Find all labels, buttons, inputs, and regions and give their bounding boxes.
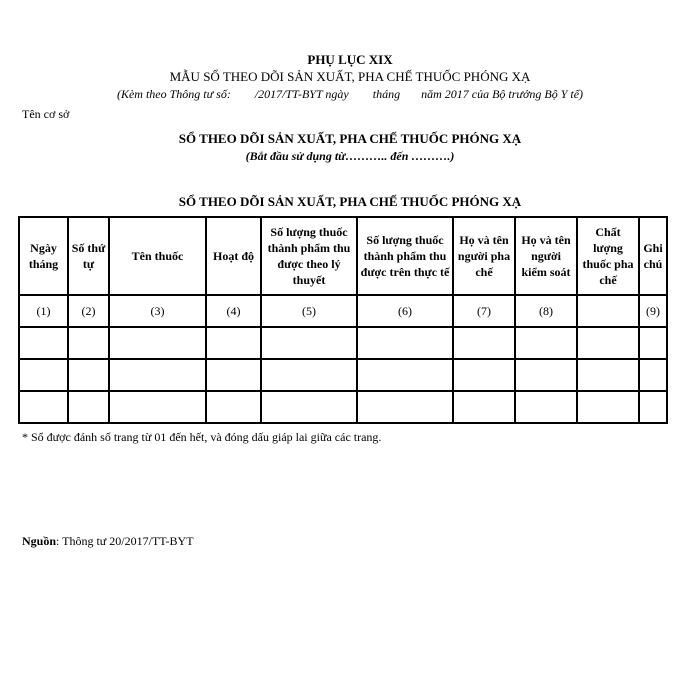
- column-number: (6): [357, 295, 453, 327]
- table-cell: [19, 359, 68, 391]
- table-header-row: [19, 217, 667, 295]
- table-cell: [19, 391, 68, 423]
- table-cell: [68, 327, 109, 359]
- table-cell: [515, 391, 577, 423]
- column-number: (1): [19, 295, 68, 327]
- column-header: Ngày tháng: [19, 217, 68, 295]
- column-header: Tên thuốc: [109, 217, 206, 295]
- table-cell: [453, 327, 515, 359]
- table-cell: [68, 391, 109, 423]
- form-title: MẪU SỔ THEO DÕI SẢN XUẤT, PHA CHẾ THUỐC PHÓNG XẠ: [169, 69, 531, 84]
- table-cell: [639, 391, 667, 423]
- table-cell: [357, 327, 453, 359]
- table-cell: [206, 359, 261, 391]
- column-header: Hoạt độ: [206, 217, 261, 295]
- table-cell: [109, 359, 206, 391]
- column-header: Họ và tên người pha chế: [453, 217, 515, 295]
- column-header: Ghi chú: [639, 217, 667, 295]
- source-label: Nguồn: [22, 534, 57, 548]
- column-number: (4): [206, 295, 261, 327]
- table-cell: [453, 359, 515, 391]
- column-number: (9): [639, 295, 667, 327]
- column-number: [577, 295, 639, 327]
- table-cell: [206, 327, 261, 359]
- table-cell: [109, 391, 206, 423]
- table-cell: [357, 391, 453, 423]
- table-cell: [577, 327, 639, 359]
- source-line: [22, 534, 194, 549]
- table-cell: [453, 391, 515, 423]
- table-row: [19, 359, 667, 391]
- column-number: (8): [515, 295, 577, 327]
- source-text: : Thông tư 20/2017/TT-BYT: [56, 534, 194, 548]
- table-row: [19, 327, 667, 359]
- table-title: SỔ THEO DÕI SẢN XUẤT, PHA CHẾ THUỐC PHÓNG XẠ: [178, 194, 522, 209]
- table-cell: [577, 391, 639, 423]
- table-cell: [357, 359, 453, 391]
- column-number: (2): [68, 295, 109, 327]
- column-header: Số lượng thuốc thành phẩm thu được theo lý thuyết: [261, 217, 357, 295]
- table-cell: [109, 327, 206, 359]
- table-cell: [206, 391, 261, 423]
- table-cell: [68, 359, 109, 391]
- table-cell: [261, 327, 357, 359]
- table-cell: [261, 359, 357, 391]
- column-header: Họ và tên người kiểm soát: [515, 217, 577, 295]
- column-header: Số lượng thuốc thành phẩm thu được trên thực tế: [357, 217, 453, 295]
- column-header: Chất lượng thuốc pha chế: [577, 217, 639, 295]
- table-cell: [515, 359, 577, 391]
- table-cell: [261, 391, 357, 423]
- column-number: (3): [109, 295, 206, 327]
- table-cell: [515, 327, 577, 359]
- table-cell: [19, 327, 68, 359]
- book-title: SỔ THEO DÕI SẢN XUẤT, PHA CHẾ THUỐC PHÓNG XẠ: [178, 131, 522, 146]
- table-row: [19, 391, 667, 423]
- appendix-heading: PHỤ LỤC XIX: [307, 52, 393, 67]
- table-cell: [639, 359, 667, 391]
- column-number: (7): [453, 295, 515, 327]
- column-header: Số thứ tự: [68, 217, 109, 295]
- facility-label: Tên cơ sở: [22, 107, 70, 121]
- start-use-note: (Bắt đầu sử dụng từ……….. đến ……….): [245, 149, 455, 163]
- footnote: * Sổ được đánh số trang từ 01 đến hết, và đóng dấu giáp lai giữa các trang.: [22, 430, 382, 444]
- table-cell: [577, 359, 639, 391]
- column-number-row: [19, 295, 667, 327]
- issued-with-note: (Kèm theo Thông tư số: /2017/TT-BYT ngày tháng năm 2017 của Bộ trưởng Bộ Y tế): [116, 87, 584, 101]
- table-cell: [639, 327, 667, 359]
- production-log-table: [18, 216, 668, 424]
- column-number: (5): [261, 295, 357, 327]
